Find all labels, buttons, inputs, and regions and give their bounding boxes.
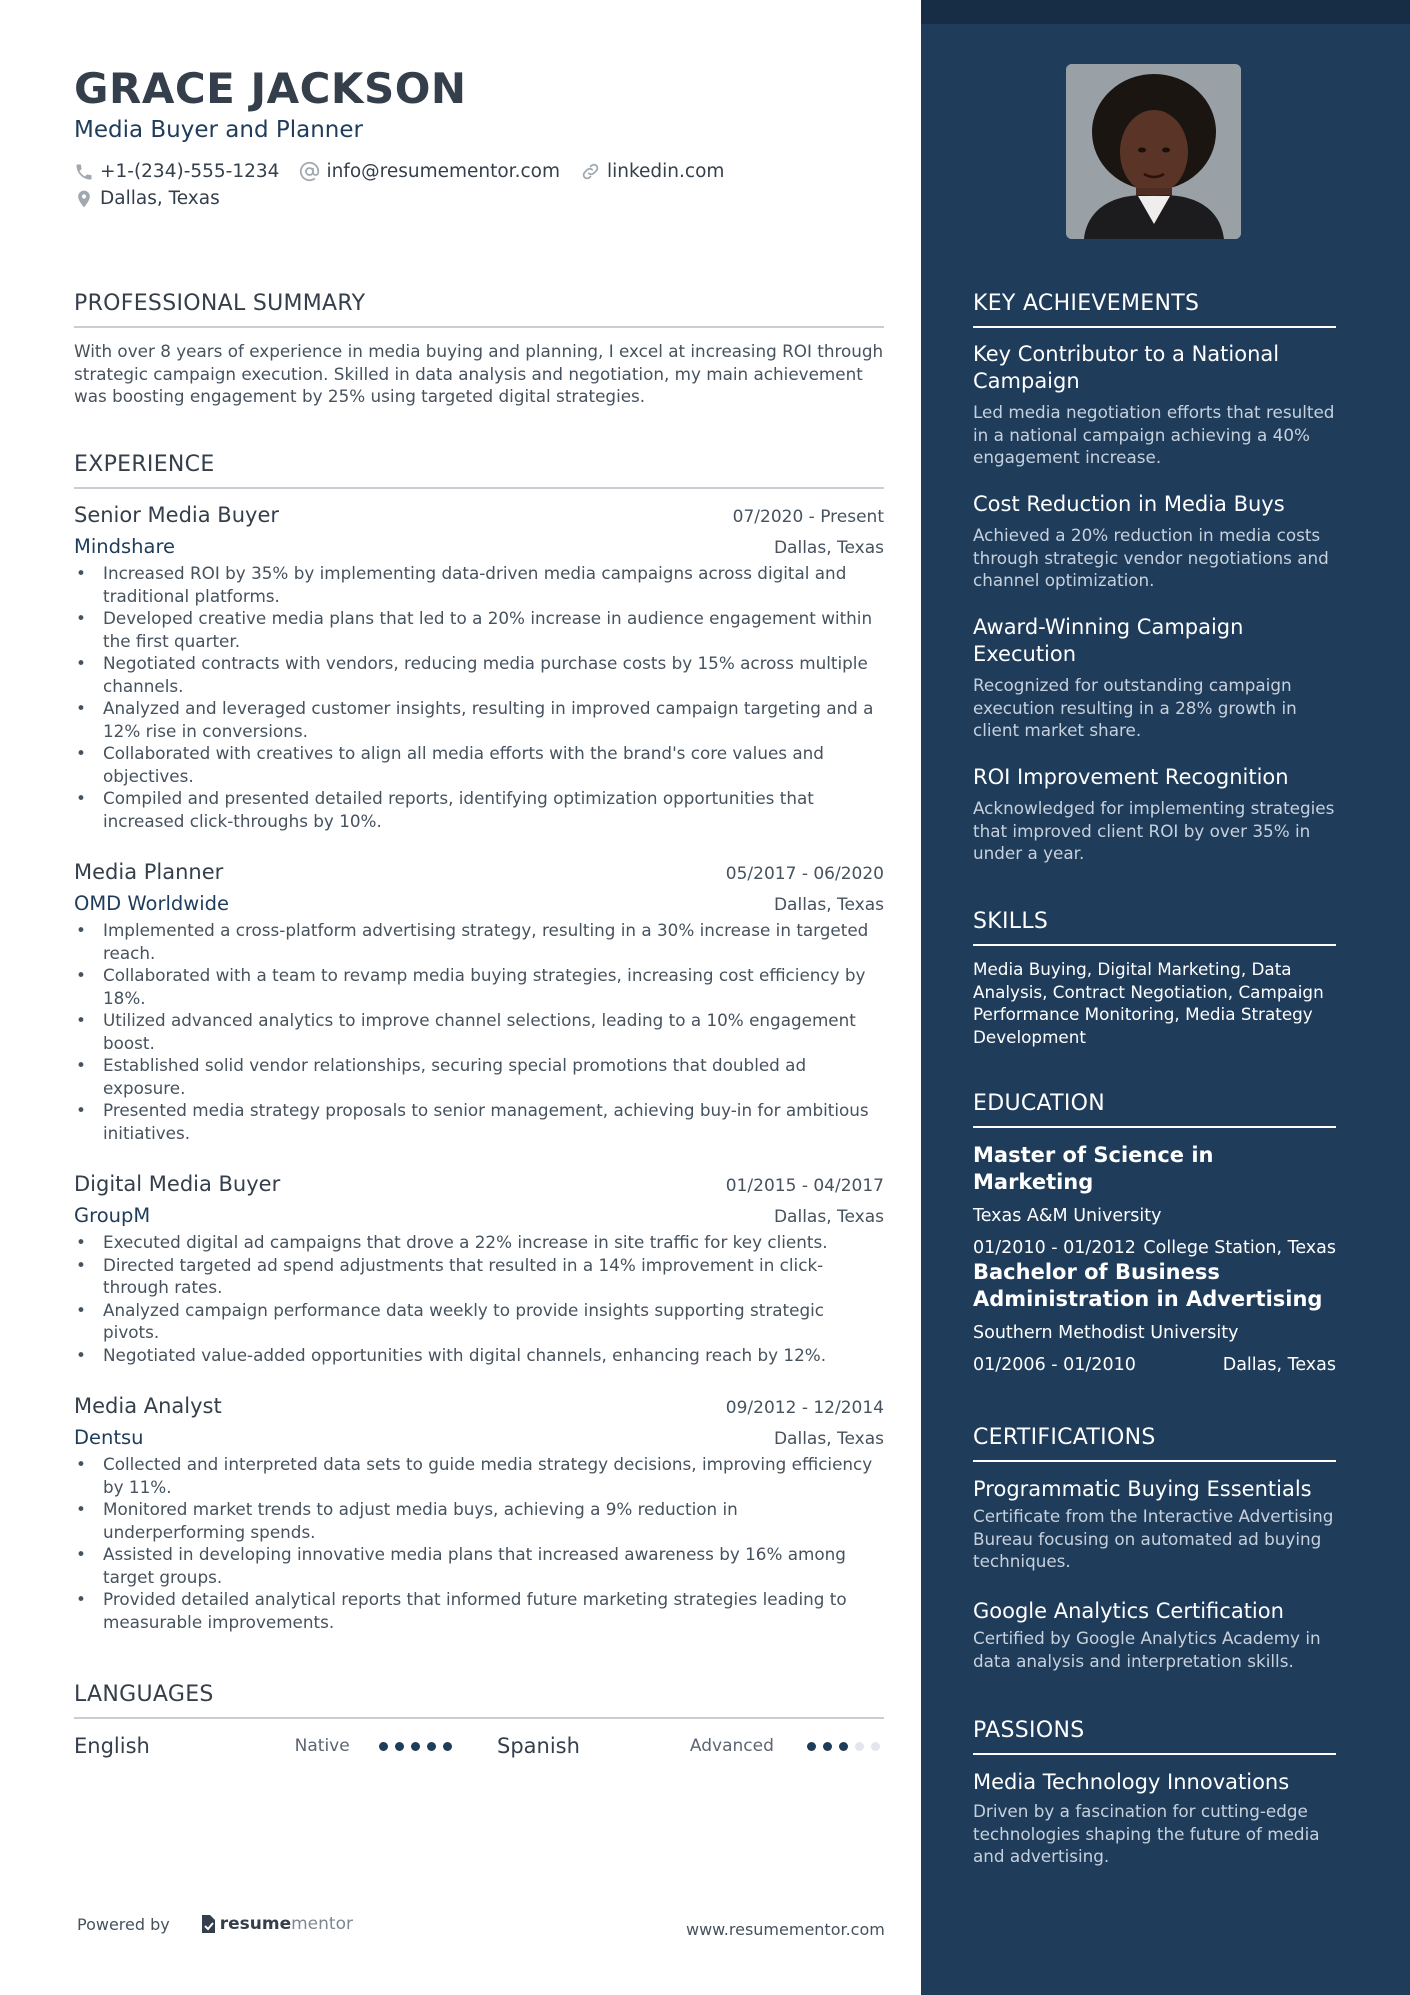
achievement-item xyxy=(973,764,1336,865)
education-location: Dallas, Texas xyxy=(1222,1355,1336,1375)
rating-dot-empty xyxy=(871,1742,880,1751)
job-bullet: • Directed targeted ad spend adjustments that resulted in a 14% improvement in click-through rates. xyxy=(74,1254,884,1299)
avatar xyxy=(1066,64,1241,239)
certification-desc: Certified by Google Analytics Academy in data analysis and interpretation skills. xyxy=(973,1628,1321,1671)
job-dates: 05/2017 - 06/2020 xyxy=(725,864,884,884)
education-dates: 01/2006 - 01/2010 xyxy=(973,1355,1136,1375)
job-bullet: • Executed digital ad campaigns that drove a 22% increase in site traffic for key clients. xyxy=(74,1231,884,1254)
job-bullet: • Negotiated value-added opportunities with digital channels, enhancing reach by 12%. xyxy=(74,1344,884,1367)
achievement-title: Cost Reduction in Media Buys xyxy=(973,492,1285,516)
language-level: Advanced xyxy=(689,1736,774,1756)
rating-dot-filled xyxy=(379,1742,388,1751)
skills-text: Media Buying, Digital Marketing, Data Analysis, Contract Negotiation, Campaign Performance Monitoring, Media Strategy Development xyxy=(973,959,1324,1047)
footer-url[interactable]: www.resumementor.com xyxy=(686,1920,885,1939)
summary-text: With over 8 years of experience in media buying and planning, I excel at increasing ROI through strategic campaign execution. Skilled in data analysis and negotiation, my main achievement was boosting engagement by 25% using targeted digital strategies. xyxy=(74,341,884,406)
certification-title: Programmatic Buying Essentials xyxy=(973,1477,1312,1501)
achievements-section xyxy=(973,291,1336,328)
passions-section xyxy=(973,1718,1336,1755)
job-bullets xyxy=(74,1453,884,1633)
job-bullet: • Developed creative media plans that led to a 20% increase in audience engagement within the first quarter. xyxy=(74,607,884,652)
education-school: Texas A&M University xyxy=(973,1206,1162,1226)
education-heading: EDUCATION xyxy=(973,1091,1336,1128)
language-item xyxy=(74,1734,459,1758)
achievement-desc: Achieved a 20% reduction in media costs through strategic vendor negotiations and channel optimization. xyxy=(973,525,1329,590)
job-role: Digital Media Buyer xyxy=(74,1172,281,1196)
experience-heading: EXPERIENCE xyxy=(74,452,884,489)
powered-by-label: Powered by xyxy=(77,1914,170,1934)
education-item xyxy=(973,1259,1336,1375)
education-degree: Master of Science in Marketing xyxy=(973,1143,1214,1194)
brand-bold: resume xyxy=(219,1914,292,1934)
education-section xyxy=(973,1091,1336,1128)
candidate-title: Media Buyer and Planner xyxy=(74,117,363,143)
rating-dot-filled xyxy=(823,1742,832,1751)
achievement-title: Key Contributor to a National Campaign xyxy=(973,342,1280,393)
passion-item xyxy=(973,1769,1336,1868)
languages-heading: LANGUAGES xyxy=(74,1682,884,1719)
job-bullet: • Collaborated with a team to revamp media buying strategies, increasing cost efficiency by 18%. xyxy=(74,964,884,1009)
language-name: English xyxy=(74,1734,150,1758)
job-bullet: • Analyzed and leveraged customer insights, resulting in improved campaign targeting and a 12% rise in conversions. xyxy=(74,697,884,742)
job-entry xyxy=(74,860,884,1144)
job-bullet: • Implemented a cross-platform advertising strategy, resulting in a 30% increase in targeted reach. xyxy=(74,919,884,964)
achievement-title: Award-Winning Campaign Execution xyxy=(973,615,1244,666)
job-bullet: • Increased ROI by 35% by implementing data-driven media campaigns across digital and traditional platforms. xyxy=(74,562,884,607)
link-icon xyxy=(580,161,601,182)
job-bullet: • Analyzed campaign performance data weekly to provide insights supporting strategic pivots. xyxy=(74,1299,884,1344)
experience-section xyxy=(74,452,884,489)
profile-photo xyxy=(1066,64,1241,239)
brand-light: mentor xyxy=(291,1914,353,1934)
certifications-section xyxy=(973,1425,1336,1462)
passion-desc: Driven by a fascination for cutting-edge technologies shaping the future of media and advertising. xyxy=(973,1801,1320,1866)
rating-dot-filled xyxy=(427,1742,436,1751)
location-row xyxy=(74,188,240,209)
passions-heading: PASSIONS xyxy=(973,1718,1336,1755)
job-company: GroupM xyxy=(74,1204,151,1227)
resumementor-logo-icon xyxy=(200,1914,216,1934)
education-degree: Bachelor of Business Administration in Advertising xyxy=(973,1260,1323,1311)
achievement-item xyxy=(973,341,1336,469)
rating-dot-filled xyxy=(807,1742,816,1751)
language-level: Native xyxy=(294,1736,350,1756)
rating-dot-filled xyxy=(839,1742,848,1751)
certification-desc: Certificate from the Interactive Advertising Bureau focusing on automated ad buying techniques. xyxy=(973,1506,1334,1571)
job-dates: 09/2012 - 12/2014 xyxy=(725,1398,884,1418)
education-item xyxy=(973,1142,1336,1258)
job-location: Dallas, Texas xyxy=(773,1429,884,1449)
achievement-desc: Acknowledged for implementing strategies that improved client ROI by over 35% in under a year. xyxy=(973,798,1335,863)
at-sign-icon xyxy=(299,161,320,182)
passion-title: Media Technology Innovations xyxy=(973,1770,1290,1794)
rating-dot-filled xyxy=(443,1742,452,1751)
job-bullets xyxy=(74,919,884,1144)
contact-linkedin[interactable] xyxy=(580,161,724,182)
phone-text: +1-(234)-555-1234 xyxy=(100,161,280,182)
job-bullets xyxy=(74,562,884,832)
achievement-title: ROI Improvement Recognition xyxy=(973,765,1289,789)
summary-heading: PROFESSIONAL SUMMARY xyxy=(74,291,884,328)
phone-icon xyxy=(74,162,94,182)
achievements-heading: KEY ACHIEVEMENTS xyxy=(973,291,1336,328)
rating-dot-filled xyxy=(411,1742,420,1751)
certification-title: Google Analytics Certification xyxy=(973,1599,1284,1623)
job-bullet: • Assisted in developing innovative media plans that increased awareness by 16% among target groups. xyxy=(74,1543,884,1588)
job-bullet: • Monitored market trends to adjust media buys, achieving a 9% reduction in underperforming spends. xyxy=(74,1498,884,1543)
job-bullet: • Compiled and presented detailed reports, identifying optimization opportunities that increased click-throughs by 10%. xyxy=(74,787,884,832)
job-company: OMD Worldwide xyxy=(74,892,230,915)
language-item xyxy=(497,1734,887,1758)
location-text: Dallas, Texas xyxy=(100,188,220,209)
contact-location xyxy=(74,188,220,209)
certification-item xyxy=(973,1476,1336,1573)
skills-section xyxy=(973,909,1336,1048)
linkedin-text: linkedin.com xyxy=(606,161,725,182)
rating-dot-filled xyxy=(395,1742,404,1751)
achievement-desc: Recognized for outstanding campaign execution resulting in a 28% growth in client market share. xyxy=(973,675,1297,740)
job-bullet: • Negotiated contracts with vendors, reducing media purchase costs by 15% across multiple channels. xyxy=(74,652,884,697)
sidebar-top-bar xyxy=(921,0,1410,24)
summary-section xyxy=(74,291,884,408)
contact-phone[interactable] xyxy=(74,161,279,182)
candidate-name: GRACE JACKSON xyxy=(74,64,467,113)
achievement-item xyxy=(973,491,1336,592)
job-bullet: • Established solid vendor relationships, securing special promotions that doubled ad exposure. xyxy=(74,1054,884,1099)
job-bullet: • Provided detailed analytical reports that informed future marketing strategies leading to measurable improvements. xyxy=(74,1588,884,1633)
job-role: Media Planner xyxy=(74,860,224,884)
education-school: Southern Methodist University xyxy=(973,1323,1239,1343)
job-entry xyxy=(74,1172,884,1366)
job-dates: 07/2020 - Present xyxy=(732,507,884,527)
job-location: Dallas, Texas xyxy=(773,895,884,915)
achievement-item xyxy=(973,614,1336,742)
job-role: Media Analyst xyxy=(74,1394,222,1418)
languages-section xyxy=(74,1682,884,1719)
job-location: Dallas, Texas xyxy=(773,1207,884,1227)
job-role: Senior Media Buyer xyxy=(74,503,279,527)
certification-item xyxy=(973,1598,1336,1672)
job-company: Dentsu xyxy=(74,1426,144,1449)
language-rating xyxy=(379,1742,459,1751)
job-bullet: • Collected and interpreted data sets to guide media strategy decisions, improving efficiency by 11%. xyxy=(74,1453,884,1498)
job-company: Mindshare xyxy=(74,535,176,558)
job-entry xyxy=(74,503,884,832)
contact-row xyxy=(74,161,744,182)
job-bullet: • Collaborated with creatives to align all media efforts with the brand's core values and objectives. xyxy=(74,742,884,787)
job-location: Dallas, Texas xyxy=(773,538,884,558)
skills-heading: SKILLS xyxy=(973,909,1336,946)
job-bullet: • Utilized advanced analytics to improve channel selections, leading to a 10% engagement boost. xyxy=(74,1009,884,1054)
rating-dot-empty xyxy=(855,1742,864,1751)
job-bullets xyxy=(74,1231,884,1366)
location-pin-icon xyxy=(74,189,94,209)
footer-brand xyxy=(77,1914,353,1934)
email-text: info@resumementor.com xyxy=(326,161,560,182)
language-name: Spanish xyxy=(497,1734,580,1758)
job-entry xyxy=(74,1394,884,1633)
achievement-desc: Led media negotiation efforts that resulted in a national campaign achieving a 40% engagement increase. xyxy=(973,402,1335,467)
job-bullet: • Presented media strategy proposals to senior management, achieving buy-in for ambitious initiatives. xyxy=(74,1099,884,1144)
education-dates: 01/2010 - 01/2012 xyxy=(973,1238,1136,1258)
contact-email[interactable] xyxy=(299,161,560,182)
certifications-heading: CERTIFICATIONS xyxy=(973,1425,1336,1462)
education-location: College Station, Texas xyxy=(1143,1238,1336,1258)
job-dates: 01/2015 - 04/2017 xyxy=(725,1176,884,1196)
language-rating xyxy=(807,1742,887,1751)
